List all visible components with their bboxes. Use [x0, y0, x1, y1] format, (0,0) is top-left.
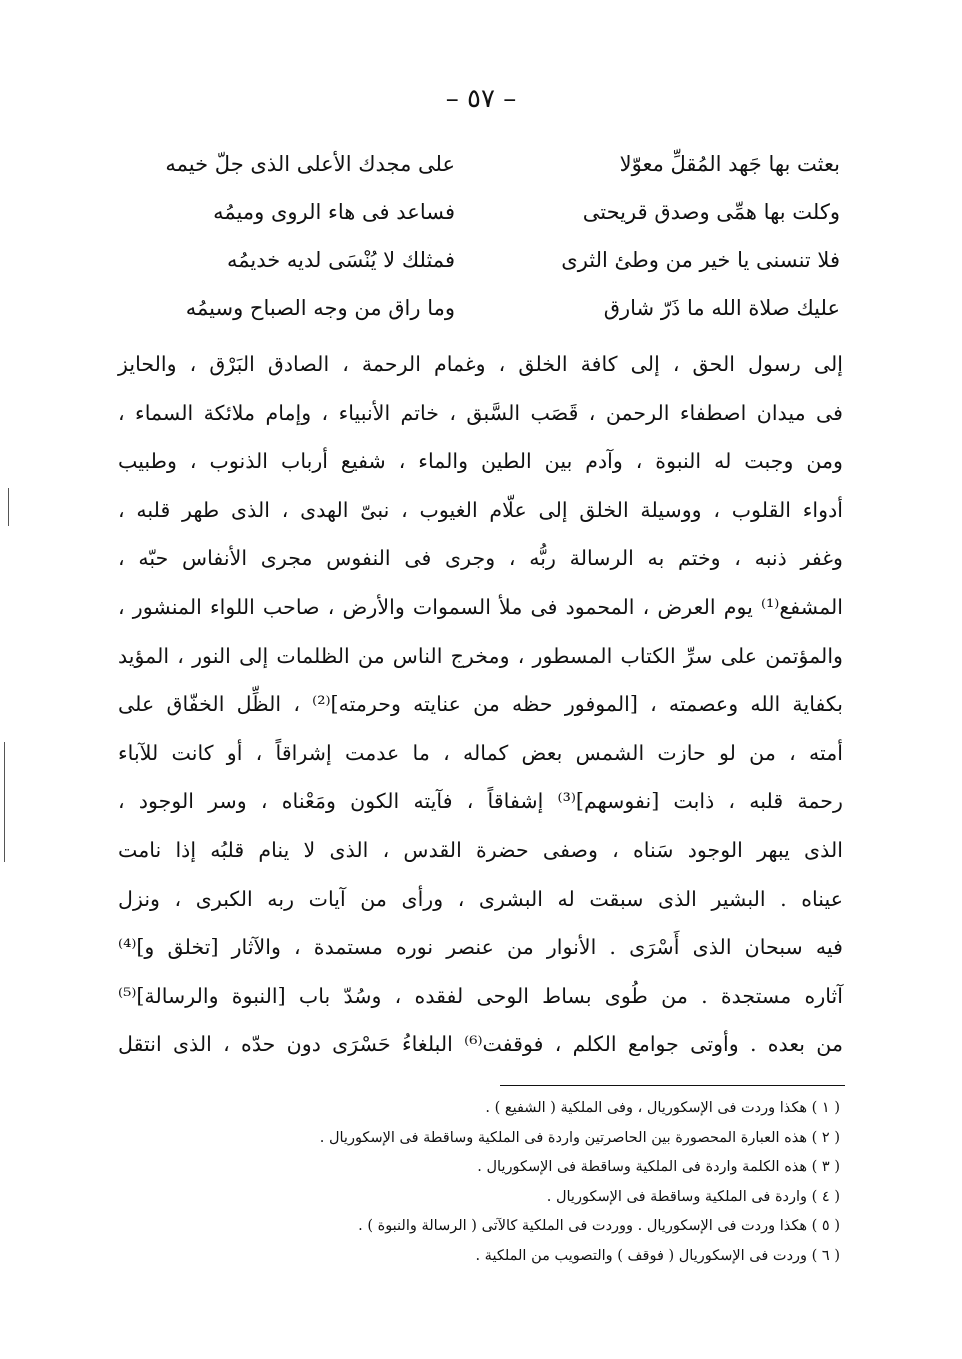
footnote: ( ١ ) هكذا وردت فى الإسكوريال ، وفى الملكية ( الشفيع ) . [485, 1100, 840, 1116]
prose-line: بكفاية الله وعصمته ، [الموفور حظه من عنايته وحرمته]⁽²⁾ ، الظِّل الخفّاق على [118, 692, 843, 717]
prose-line: إلى رسول الحق ، إلى كافة الخلق ، وغمام الرحمة ، الصادق البَرْق ، والحايز [118, 352, 843, 376]
verse-second-hemistich: فساعد فى هاء الروى وميمُه [213, 200, 455, 224]
prose-line: أدواء القلوب ، ووسيلة الخلق إلى علّام الغيوب ، نبىّ الهدى ، الذى طهر قلبه ، [118, 497, 843, 522]
poem-verse [120, 188, 840, 236]
poem-verse [120, 284, 840, 332]
poem [120, 140, 840, 332]
verse-first-hemistich: بعثت بها جَهد المُقلِّ معوّلا [619, 152, 840, 176]
prose-line: المشفع⁽¹⁾ يوم العرض ، المحمود فى ملأ السموات والأرض ، صاحب اللواء المنشور ، [118, 594, 843, 619]
prose-line: الذى يبهر الوجود سَناه ، وصفى حضرة القدس ، الذى لا ينام قلبُه إذا نامت [118, 837, 843, 862]
footnotes [200, 1094, 840, 1271]
verse-first-hemistich: عليك صلاة الله ما ذَرّ شارق [603, 296, 840, 320]
prose-line: رحمة قلبه ، ذابت [نفوسهم]⁽³⁾ إشفاقاً ، فآيته الكون ومَعْناه ، وسر الوجود ، [118, 789, 843, 814]
prose-line: آثاره مستجدة . من طُوى بساط الوحى لفقده ، وسُدّ باب [النبوة والرسالة]⁽⁵⁾ [118, 983, 843, 1008]
scan-margin-mark [4, 742, 5, 862]
footnote: ( ٢ ) هذه العبارة المحصورة بين الحاصرتين واردة فى الملكية وساقطة فى الإسكوريال . [319, 1129, 840, 1146]
verse-first-hemistich: فلا تنسنى يا خير من وطئ الثرى [561, 248, 840, 272]
prose-line: وغفر ذنبه ، وختم به الرسالة ربُّه ، وجرى فى النفوس مجرى الأنفاس حبّه ، [118, 546, 843, 571]
prose-body [118, 340, 843, 1069]
verse-first-hemistich: وكلت بها همِّى وصدق قريحتى [582, 200, 840, 224]
prose-line: فيه سبحان الذى أَسْرَى . الأنوار من عنصر نوره مستمدة ، والآثار [تخلق و]⁽⁴⁾ [118, 935, 843, 960]
prose-line: والمؤتمن على سرِّ الكتاب المسطور ، ومخرج الناس من الظلمات إلى النور ، المؤيد [118, 643, 843, 668]
footnote: ( ٥ ) هكذا وردت فى الإسكوريال . ووردت فى الملكية كالآتى ( الرسالة والنبوة ) . [358, 1218, 840, 1234]
prose-line: عيناه . البشير الذى سبقت له البشرى ، ورأى من آيات ربه الكبرى ، ونزل [118, 886, 843, 911]
footnote: ( ٣ ) هذه الكلمة واردة فى الملكية وساقطة فى الإسكوريال . [477, 1159, 840, 1175]
page-number: – ٥٧ – [445, 84, 517, 114]
footnote: ( ٦ ) وردت فى الإسكوريال ( فوقف ) والتصويب من الملكية . [475, 1247, 840, 1264]
prose-line: من بعده . وأوتى جوامع الكلم ، فوقفت⁽⁶⁾ البلغاءُ حَسْرَى دون حدّه ، الذى انتقل [118, 1032, 843, 1057]
prose-line: أمته ، من لو حازت الشمس بعض كماله ، ما عدمت إشراقاً ، أو كانت للآباء [118, 740, 843, 765]
poem-verse [120, 236, 840, 284]
scan-margin-mark [8, 488, 9, 526]
verse-second-hemistich: على مجدك الأعلى الذى جلّ خيمه [165, 152, 455, 176]
verse-second-hemistich: فمثلك لا يُنْسَى لديه خديمُه [226, 248, 455, 272]
footnote: ( ٤ ) واردة فى الملكية وساقطة فى الإسكوريال . [546, 1188, 840, 1205]
prose-line: ومن وجبت له النبوة ، وآدم بين الطين والماء ، شفيع أرباب الذنوب ، وطبيب [118, 449, 843, 474]
verse-second-hemistich: وما راق من وجه الصباح وسيمُه [185, 296, 455, 320]
prose-line: فى ميدان اصطفاء الرحمن ، قَصَب السَّبق ، خاتم الأنبياء ، وإمام ملائكة السماء ، [118, 400, 843, 425]
poem-verse [120, 140, 840, 188]
footnote-separator [500, 1085, 845, 1086]
